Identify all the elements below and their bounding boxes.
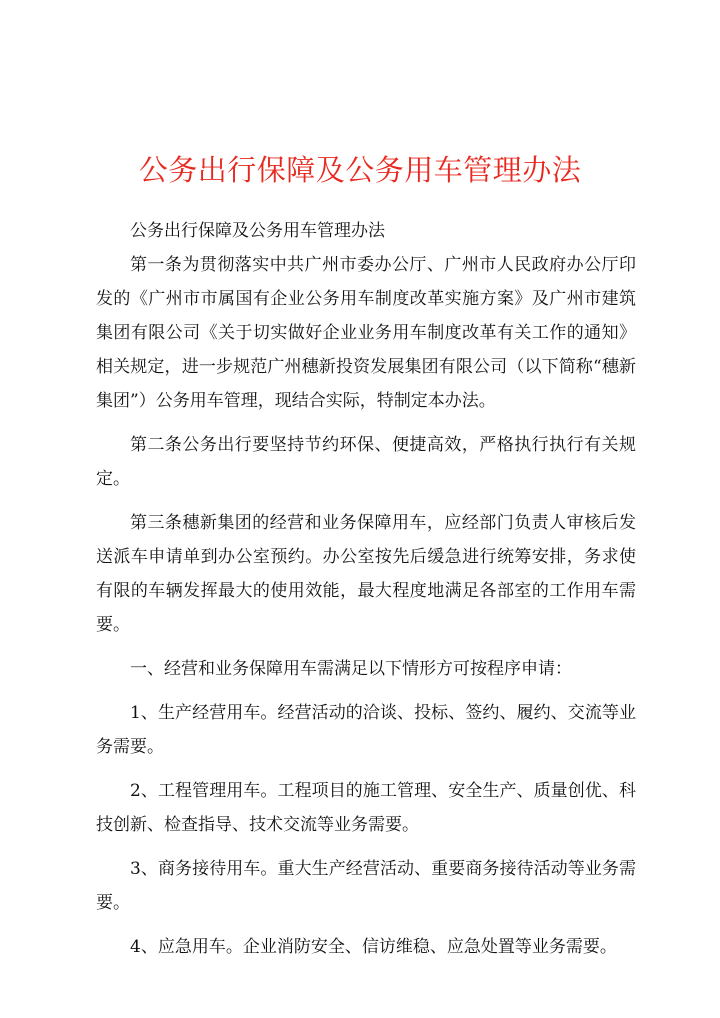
paragraph-subtitle: 公务出行保障及公务用车管理办法 (130, 221, 385, 241)
paragraph-section-1: 一、经营和业务保障用车需满足以下情形方可按程序申请： (130, 659, 572, 679)
paragraph-article-3: 第三条穗新集团的经营和业务保障用车，应经部门负责人审核后发送派车申请单到办公室预约。办公室按先后缓急进行统筹安排，务求使有限的车辆发挥最大的使用效能，最大程度地满足各部室的工作用车需要。 (96, 513, 636, 635)
paragraph-item-1: 1、生产经营用车。经营活动的洽谈、投标、签约、履约、交流等业务需要。 (96, 703, 636, 757)
document-body (96, 214, 636, 964)
paragraph-item-4: 4、应急用车。企业消防安全、信访维稳、应急处置等业务需要。 (130, 937, 617, 957)
paragraph-article-1: 第一条为贯彻落实中共广州市委办公厅、广州市人民政府办公厅印发的《广州市市属国有企业公务用车制度改革实施方案》及广州市建筑集团有限公司《关于切实做好企业业务用车制度改革有关工作的通知》相关规定，进一步规范广州穗新投资发展集团有限公司（以下简称“穗新集团”）公务用车管理，现结合实际，特制定本办法。 (96, 255, 636, 411)
document-title: 公务出行保障及公务用车管理办法 (138, 153, 582, 187)
paragraph-item-2: 2、工程管理用车。工程项目的施工管理、安全生产、质量创优、科技创新、检查指导、技术交流等业务需要。 (96, 781, 636, 835)
paragraph-article-2: 第二条公务出行要坚持节约环保、便捷高效，严格执行执行有关规定。 (96, 435, 636, 489)
paragraph-item-3: 3、商务接待用车。重大生产经营活动、重要商务接待活动等业务需要。 (96, 859, 636, 913)
